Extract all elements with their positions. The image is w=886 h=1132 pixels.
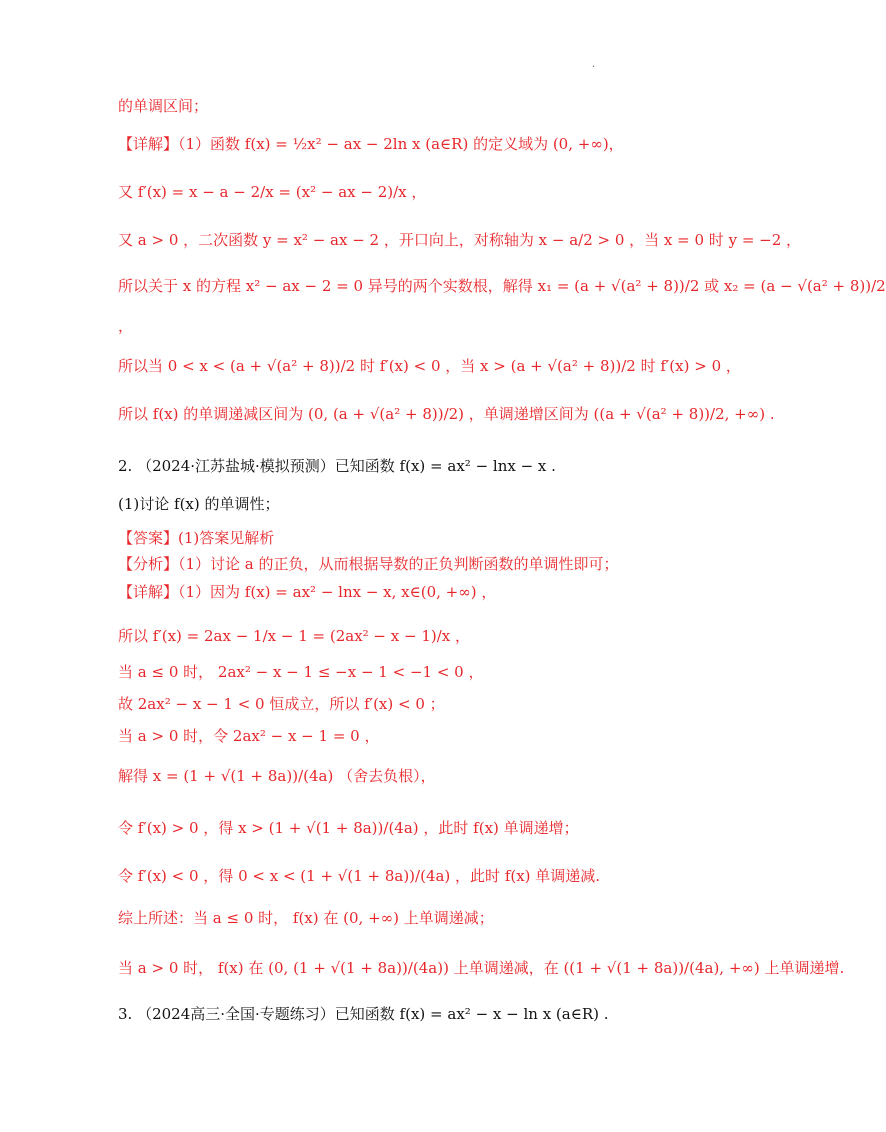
header-mark: · <box>592 62 596 73</box>
text-line-3: 又 f′(x) = x − a − 2/x = (x² − ax − 2)/x ， <box>118 183 427 201</box>
text-line-17: 当 a > 0 时，令 2ax² − x − 1 = 0 ， <box>118 727 380 745</box>
text-line-8: 所以 f(x) 的单调递减区间为 (0, (a + √(a² + 8))/2) ，单调递增区间为 ((a + √(a² + 8))/2, +∞) . <box>118 405 775 423</box>
text-line-7: 所以当 0 < x < (a + √(a² + 8))/2 时 f′(x) < 0 ，当 x > (a + √(a² + 8))/2 时 f′(x) > 0 ， <box>118 357 741 375</box>
text-line-20: 令 f′(x) < 0 ，得 0 < x < (1 + √(1 + 8a))/(4a) ，此时 f(x) 单调递减. <box>118 867 601 885</box>
text-line-1: 的单调区间； <box>118 97 209 115</box>
text-line-21: 综上所述：当 a ≤ 0 时， f(x) 在 (0, +∞) 上单调递减； <box>118 909 494 927</box>
text-line-5: 所以关于 x 的方程 x² − ax − 2 = 0 异号的两个实数根，解得 x₁ = (a + √(a² + 8))/2 或 x₂ = (a − √(a² + 8))/2 <box>118 277 886 295</box>
text-line-14: 所以 f′(x) = 2ax − 1/x − 1 = (2ax² − x − 1)/x ， <box>118 627 471 645</box>
text-line-19: 令 f′(x) > 0 ，得 x > (1 + √(1 + 8a))/(4a) ，此时 f(x) 单调递增； <box>118 819 579 837</box>
text-line-22: 当 a > 0 时， f(x) 在 (0, (1 + √(1 + 8a))/(4a)) 上单调递减，在 ((1 + √(1 + 8a))/(4a), +∞) 上单调递增. <box>118 959 845 977</box>
text-line-11: 【答案】(1)答案见解析 <box>118 529 275 547</box>
text-line-15: 当 a ≤ 0 时， 2ax² − x − 1 ≤ −x − 1 < −1 < 0 ， <box>118 663 484 681</box>
text-line-16: 故 2ax² − x − 1 < 0 恒成立，所以 f′(x) < 0 ； <box>118 695 445 713</box>
text-line-23: 3. （2024高三·全国·专题练习）已知函数 f(x) = ax² − x − ln x (a∈R) . <box>118 1005 609 1023</box>
text-line-6: ， <box>118 317 134 335</box>
text-line-4: 又 a > 0 ，二次函数 y = x² − ax − 2 ，开口向上，对称轴为 x − a/2 > 0 ，当 x = 0 时 y = −2 ， <box>118 231 802 249</box>
text-line-13: 【详解】（1）因为 f(x) = ax² − lnx − x, x∈(0, +∞) ， <box>118 583 497 601</box>
text-line-2: 【详解】（1）函数 f(x) = ½x² − ax − 2ln x (a∈R) 的定义域为 (0, +∞)， <box>118 135 624 153</box>
text-line-9: 2. （2024·江苏盐城·模拟预测）已知函数 f(x) = ax² − lnx − x . <box>118 457 556 475</box>
text-line-12: 【分析】（1）讨论 a 的正负，从而根据导数的正负判断函数的单调性即可； <box>118 555 619 573</box>
text-line-18: 解得 x = (1 + √(1 + 8a))/(4a) （舍去负根）， <box>118 767 436 785</box>
text-line-10: (1)讨论 f(x) 的单调性； <box>118 495 280 513</box>
